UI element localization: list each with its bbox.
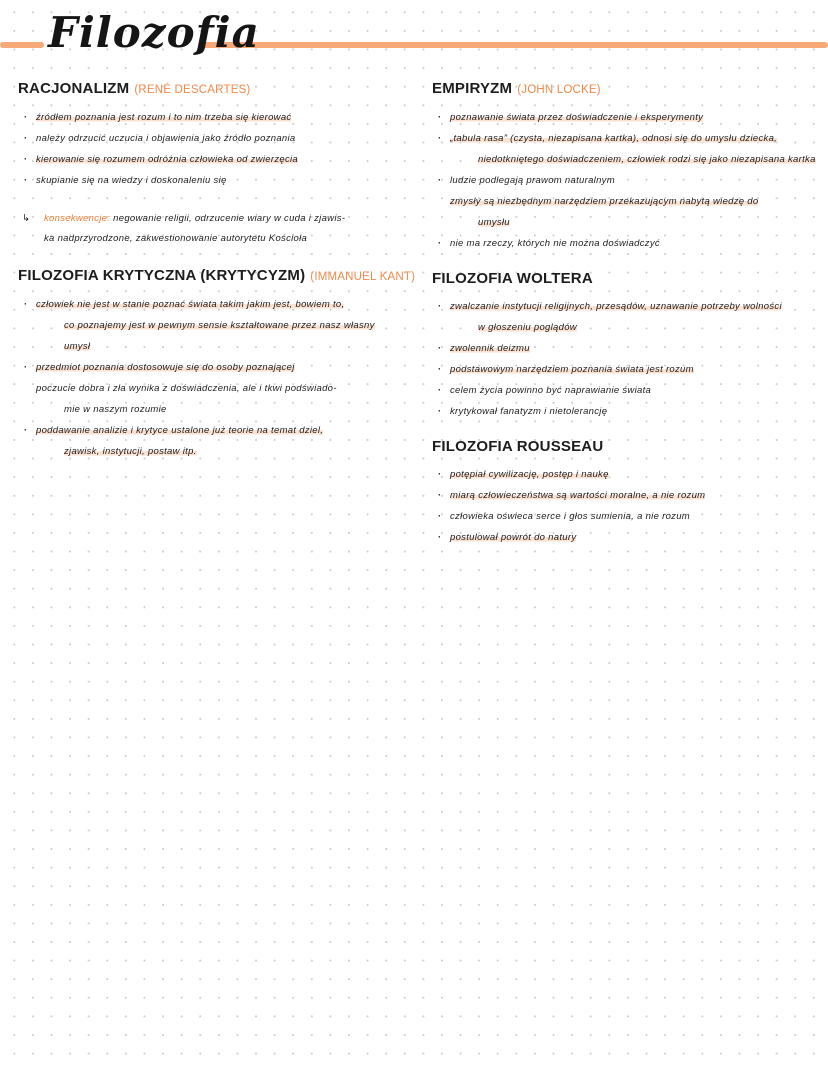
item-line <box>450 527 820 548</box>
item-line <box>450 338 820 359</box>
item-text: skupianie się na wiedzy i doskonaleniu się <box>36 175 227 186</box>
section-heading <box>432 76 820 103</box>
section-title: RACJONALIZM <box>18 80 130 97</box>
consequence-text: ka nadprzyrodzone, zakwestionowanie autorytetu Kościoła <box>44 233 308 244</box>
item-line <box>36 357 418 378</box>
item-text: zwolennik deizmu <box>450 343 530 354</box>
item-line <box>36 294 418 315</box>
item-text: niedotkniętego doświadczeniem, człowiek rodzi się jako niezapisana kartka <box>478 154 816 165</box>
title-rule-left <box>0 42 44 48</box>
item-text: umysł <box>64 341 91 352</box>
item-text: nie ma rzeczy, których nie można doświadczyć <box>450 238 660 249</box>
item-text: w głoszeniu poglądów <box>478 322 577 333</box>
section <box>18 263 418 462</box>
section-author: (JOHN LOCKE) <box>517 84 601 96</box>
consequences-note <box>18 209 418 249</box>
item-text: człowiek nie jest w stanie poznać świata takim jakim jest, bowiem to, <box>36 299 345 310</box>
consequence-line <box>44 209 418 229</box>
section-title: FILOZOFIA WOLTERA <box>432 270 593 287</box>
item-text: zwalczanie instytucji religijnych, przesądów, uznawanie potrzeby wolności <box>450 301 782 312</box>
bullet-list <box>18 294 418 462</box>
section-heading <box>432 434 820 460</box>
item-text: poddawanie analizie i krytyce ustalone już teorie na temat dziel, <box>36 425 324 436</box>
return-arrow-icon: ↳ <box>22 213 31 224</box>
item-text: przedmiot poznania dostosowuje się do osoby poznającej <box>36 362 295 373</box>
item-line <box>450 233 820 254</box>
section <box>432 434 820 548</box>
item-line <box>450 317 820 338</box>
item-text: człowieka oświeca serce i głos sumienia, a nie rozum <box>450 511 690 522</box>
consequence-label: konsekwencje: <box>44 213 111 224</box>
page-title: Filozofia <box>48 8 260 57</box>
list-item <box>18 294 418 357</box>
item-line <box>36 107 418 128</box>
item-text: krytykował fanatyzm i nietolerancję <box>450 406 608 417</box>
bullet-list <box>432 464 820 548</box>
section <box>432 76 820 254</box>
item-line <box>36 420 418 441</box>
list-item <box>432 191 820 233</box>
item-line <box>450 464 820 485</box>
item-text: mie w naszym rozumie <box>64 404 167 415</box>
section-author: (RENÉ DESCARTES) <box>134 84 251 96</box>
item-text: kierowanie się rozumem odróżnia człowieka od zwierzęcia <box>36 154 299 165</box>
item-line <box>450 149 820 170</box>
item-text: należy odrzucić uczucia i objawienia jako źródło poznania <box>36 133 296 144</box>
list-item <box>432 401 820 422</box>
list-item <box>18 378 418 420</box>
item-line <box>450 212 820 233</box>
section-heading <box>18 263 418 290</box>
item-line <box>450 359 820 380</box>
section-heading <box>432 266 820 292</box>
item-text: ludzie podlegają prawom naturalnym <box>450 175 615 186</box>
list-item <box>432 380 820 401</box>
item-line <box>450 128 820 149</box>
item-text: poczucie dobra i zła wynika z doświadczenia, ale i tkwi podświado- <box>36 383 337 394</box>
item-line <box>450 170 820 191</box>
section-title: FILOZOFIA KRYTYCZNA (KRYTYCYZM) <box>18 267 306 284</box>
item-text: umysłu <box>478 217 510 228</box>
item-line <box>450 107 820 128</box>
section <box>18 76 418 249</box>
list-item <box>18 107 418 128</box>
list-item <box>432 464 820 485</box>
list-item <box>18 170 418 191</box>
list-item <box>432 506 820 527</box>
item-text: zmysły są niezbędnym narzędziem przekazującym nabytą wiedzę do <box>450 196 759 207</box>
item-text: „tabula rasa” (czysta, niezapisana kartka), odnosi się do umysłu dziecka, <box>450 133 778 144</box>
item-line <box>36 315 418 336</box>
item-text: postulował powrót do natury <box>450 532 577 543</box>
list-item <box>18 420 418 462</box>
title-rule-right <box>200 42 828 48</box>
list-item <box>432 233 820 254</box>
list-item <box>432 107 820 128</box>
list-item <box>432 485 820 506</box>
list-item <box>432 170 820 191</box>
item-line <box>450 296 820 317</box>
section-title: FILOZOFIA ROUSSEAU <box>432 438 604 455</box>
item-text: miarą człowieczeństwa są wartości moralne, a nie rozum <box>450 490 706 501</box>
bullet-list <box>432 107 820 254</box>
item-text: potępiał cywilizację, postęp i naukę <box>450 469 609 480</box>
item-line <box>36 441 418 462</box>
item-text: poznawanie świata przez doświadczenie i eksperymenty <box>450 112 704 123</box>
item-text: zjawisk, instytucji, postaw itp. <box>64 446 197 457</box>
item-line <box>36 149 418 170</box>
consequence-line <box>44 229 418 249</box>
item-line <box>450 191 820 212</box>
section <box>432 266 820 422</box>
list-item <box>18 149 418 170</box>
item-line <box>36 128 418 149</box>
item-line <box>36 170 418 191</box>
item-text: źródłem poznania jest rozum i to nim trzeba się kierować <box>36 112 292 123</box>
consequence-text: negowanie religii, odrzucenie wiary w cuda i zjawis- <box>113 213 346 224</box>
item-line <box>36 336 418 357</box>
left-column <box>18 76 418 474</box>
list-item <box>18 357 418 378</box>
item-text: celem życia powinno być naprawianie świata <box>450 385 652 396</box>
list-item <box>432 338 820 359</box>
bullet-list <box>432 296 820 422</box>
item-text: co poznajemy jest w pewnym sensie kształtowane przez nasz własny <box>64 320 375 331</box>
section-heading <box>18 76 418 103</box>
bullet-list <box>18 107 418 191</box>
item-line <box>36 378 418 399</box>
item-line <box>450 380 820 401</box>
item-line <box>450 485 820 506</box>
section-title: EMPIRYZM <box>432 80 513 97</box>
list-item <box>432 128 820 170</box>
item-line <box>450 506 820 527</box>
right-column <box>432 76 820 560</box>
list-item <box>432 527 820 548</box>
section-author: (IMMANUEL KANT) <box>310 271 416 283</box>
item-line <box>450 401 820 422</box>
list-item <box>432 359 820 380</box>
item-line <box>36 399 418 420</box>
item-text: podstawowym narzędziem poznania świata jest rozum <box>450 364 694 375</box>
list-item <box>432 296 820 338</box>
list-item <box>18 128 418 149</box>
